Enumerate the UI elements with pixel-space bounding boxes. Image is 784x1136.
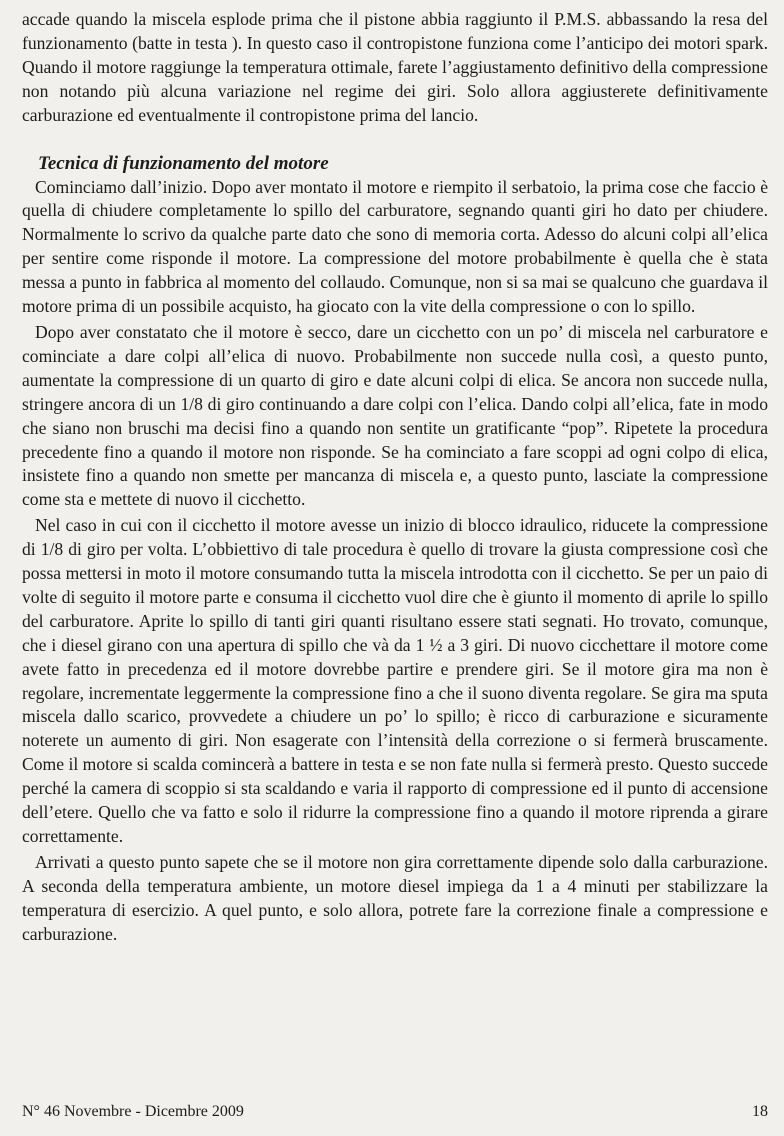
article-paragraph-5: Arrivati a questo punto sapete che se il motore non gira correttamente dipende solo dalla carburazione. A seconda della temperatura ambiente, un motore diesel impiega da 1 a 4 minuti per stabilizzare la temperatura di esercizio. A quel punto, e solo allora, potrete fare la correzione finale a compressione e carburazione.	[22, 851, 768, 944]
article-body	[22, 0, 768, 947]
section-heading: Tecnica di funzionamento del motore	[38, 152, 329, 174]
article-paragraph-3: Dopo aver constatato che il motore è secco, dare un cicchetto con un po’ di miscela nel carburatore e cominciate a dare colpi all’elica di nuovo. Probabilmente non succede nulla così, a questo punto, aumentate la compressione di un quarto di giro e date alcuni colpi di elica. Se ancora non succede nulla, stringere ancora di un 1/8 di giro continuando a dare colpi con l’elica. Dando colpi all’elica, fate in modo che siano non bruschi ma decisi fino a quando non sentite un gratificante “pop”. Ripetete la procedura precedente fino a quando il motore non risponde. Se ha cominciato a fare scoppi ad ogni colpo di elica, insistete fino a quando non smette per mancanza di miscela e, a questo punto, lasciate la compressione come sta e mettete di nuovo il cicchetto.	[22, 321, 768, 510]
article-paragraph-4: Nel caso in cui con il cicchetto il motore avesse un inizio di blocco idraulico, riducete la compressione di 1/8 di giro per volta. L’obbiettivo di tale procedura è quello di trovare la giusta compressione così che possa mettersi in moto il motore consumando tutta la miscela introdotta con il cicchetto. Se per un paio di volte di seguito il motore parte e consuma il cicchetto vuol dire che è giunto il momento di aprile lo spillo del carburatore. Aprite lo spillo di tanti giri quanti risultano essere stati segnati. Ho trovato, comunque, che i diesel girano con una apertura di spillo che và da 1 ½ a 3 giri. Di nuovo cicchettare il motore come avete fatto in precedenza ed il motore dovrebbe partire e prendere giri. Se il motore gira ma non è regolare, incrementate leggermente la compressione fino a che il suono diventa regolare. Se gira ma sputa miscela dallo scarico, provvedete a chiudere un po’ lo spillo; è ricco di carburazione e sicuramente noterete un aumento di giri. Non esagerate con l’intensità della correzione o si fermerà bruscamente. Come il motore si scalda comincerà a battere in testa e se non fate nulla si fermerà presto. Questo succede perché la camera di scoppio si sta scaldando e varia il rapporto di compressione ed il punto di accensione dell’etere. Quello che va fatto e solo il ridurre la compressione fino a quando il motore riprenda a girare correttamente.	[22, 515, 768, 846]
article-paragraph-2: Cominciamo dall’inizio. Dopo aver montato il motore e riempito il serbatoio, la prima cose che faccio è quella di chiudere completamente lo spillo del carburatore, segnando quanti giri ho dato per chiudere. Normalmente lo scrivo da qualche parte dato che sono di memoria corta. Adesso do alcuni colpi all’elica per sentire come risponde il motore. La compressione del motore probabilmente è quella che è stata messa a punto in fabbrica al momento del collaudo. Comunque, non si sa mai se qualcuno che guardava il motore prima di un possibile acquisto, ha giocato con la vite della compressione o con lo spillo.	[22, 176, 768, 317]
footer-issue: N° 46 Novembre - Dicembre 2009	[22, 1103, 244, 1120]
article-paragraph-1: accade quando la miscela esplode prima che il pistone abbia raggiunto il P.M.S. abbassando la resa del funzionamento (batte in testa ). In questo caso il contropistone funziona come l’anticipo dei motori spark. Quando il motore raggiunge la temperatura ottimale, farete l’aggiustamento definitivo della compressione non notando più alcuna variazione nel regime dei giri. Solo allora aggiusterete definitivamente carburazione ed eventualmente il contropistone prima del lancio.	[22, 9, 768, 125]
footer-page-number: 18	[752, 1103, 768, 1120]
